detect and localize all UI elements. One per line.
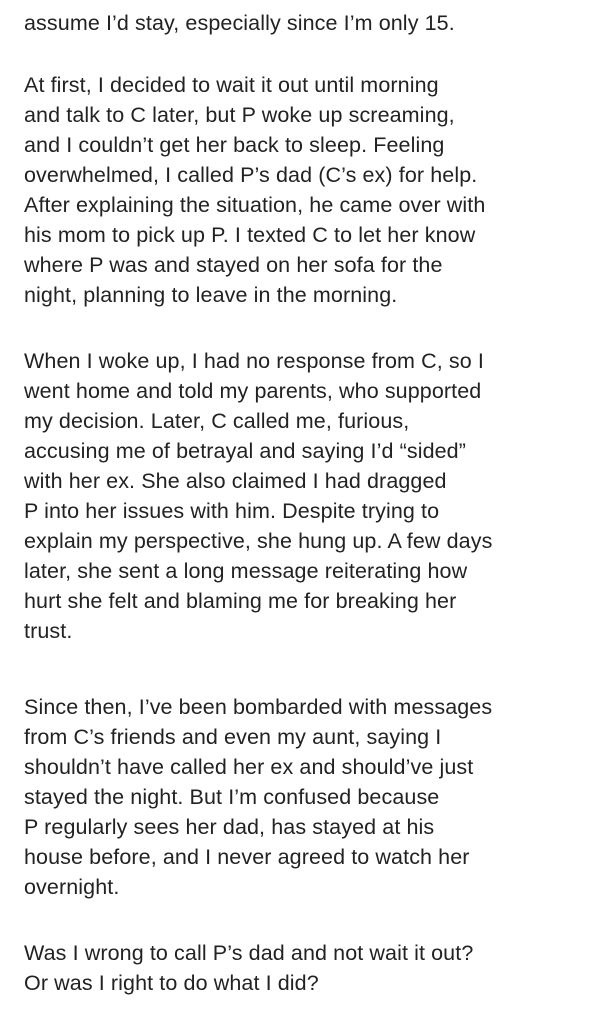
text-line: accusing me of betrayal and saying I’d “sided” [24, 439, 467, 463]
text-line: assume I’d stay, especially since I’m only 15. [24, 11, 455, 35]
text-line: stayed the night. But I’m confused because [24, 785, 440, 809]
text-line: with her ex. She also claimed I had dragged [24, 469, 447, 493]
text-line: Was I wrong to call P’s dad and not wait it out? [24, 941, 474, 965]
text-line: Or was I right to do what I did? [24, 971, 319, 995]
text-line: At first, I decided to wait it out until morning [24, 73, 439, 97]
text-line: shouldn’t have called her ex and should’ve just [24, 755, 474, 779]
text-line: Since then, I’ve been bombarded with messages [24, 695, 493, 719]
text-line: and I couldn’t get her back to sleep. Feeling [24, 133, 445, 157]
text-line: later, she sent a long message reiterating how [24, 559, 468, 583]
text-line: P into her issues with him. Despite trying to [24, 499, 440, 523]
text-line: hurt she felt and blaming me for breaking her [24, 589, 457, 613]
text-line: his mom to pick up P. I texted C to let her know [24, 223, 476, 247]
text-line: from C’s friends and even my aunt, saying I [24, 725, 442, 749]
text-line: went home and told my parents, who supported [24, 379, 482, 403]
text-line: where P was and stayed on her sofa for the [24, 253, 443, 277]
text-line: house before, and I never agreed to watch her [24, 845, 470, 869]
text-line: overwhelmed, I called P’s dad (C’s ex) for help. [24, 163, 478, 187]
text-line: explain my perspective, she hung up. A few days [24, 529, 493, 553]
text-line: and talk to C later, but P woke up screaming, [24, 103, 455, 127]
text-line: overnight. [24, 875, 120, 899]
text-line: my decision. Later, C called me, furious, [24, 409, 410, 433]
text-line: trust. [24, 619, 73, 643]
text-line: After explaining the situation, he came over with [24, 193, 486, 217]
text-line: When I woke up, I had no response from C, so I [24, 349, 484, 373]
text-line: night, planning to leave in the morning. [24, 283, 398, 307]
text-line: P regularly sees her dad, has stayed at his [24, 815, 435, 839]
